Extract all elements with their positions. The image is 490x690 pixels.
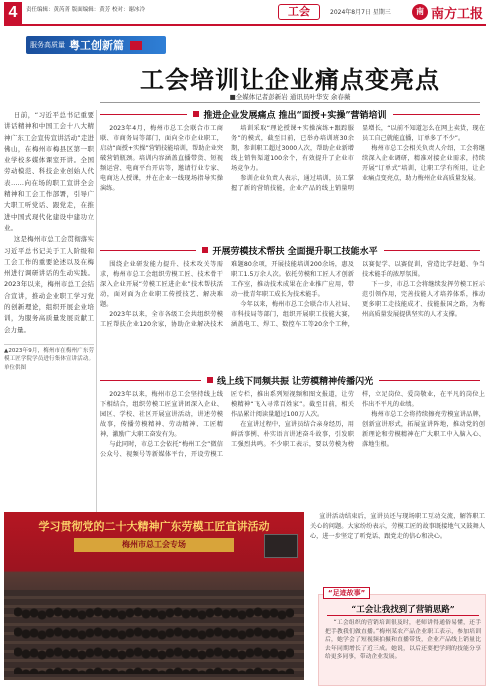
subheading-title: 线上线下同频共振 让劳模精神传播闪光 (216, 376, 374, 387)
article-headline: 工会培训让企业痛点变亮点 (140, 65, 440, 94)
flag-icon (130, 41, 142, 50)
body-paragraph: 梅州市总工会相关负责人介绍，工会将继续深入企业调研，精准对接企业需求，持续开展“订单式”培训，让职工学有所用，让企业痛点变亮点，助力梅州企业高质量发展。 (362, 145, 485, 182)
photo-banner-text: 学习贯彻党的二十大精神广东劳模工匠宣讲活动 (38, 520, 270, 533)
square-bullet-icon (193, 111, 199, 117)
byline-divider (100, 102, 480, 103)
subheading-rule (100, 250, 196, 251)
square-bullet-icon (202, 247, 208, 253)
article-byline: ■全媒体记者彭新岩 通讯员叶华安 余春薇 (229, 93, 351, 101)
square-bullet-icon (207, 377, 213, 383)
section-3-body (100, 390, 485, 508)
body-paragraph: 下一步，市总工会将继续发挥劳模工匠示范引领作用，完善技能人才培养体系，推动更多职工走技能成才、技能报国之路，为梅州高质量发展提供坚实的人才支撑。 (362, 281, 485, 318)
page-number: 4 (4, 2, 22, 24)
column-name: 粤工创新篇 (69, 39, 124, 52)
section-1-body (100, 124, 485, 240)
logo-text: 南方工报 (431, 6, 484, 22)
left-paragraph: 日前，“习近平总书记重要讲话精神和中国工会十八大精神广东工会宣传宣讲活动”走进佛山，在梅州市梅县区第一职业学校多媒体课室开讲。全国劳动模范、科技企业创始人代表……向在场的职工宣讲全会精神和工会工作部署，引导广大职工听党话、跟党走，在推进中国式现代化建设中建功立业。 (4, 111, 94, 232)
column-prefix: 服务高质量 (30, 41, 65, 49)
body-paragraph: 今年以来，梅州市总工会联合市人社局、市科技局等部门，组织开展职工技能大赛，涵盖电工、焊工、数控车工等20余个工种，以赛促学、以赛促训，营造比学赶超、争当技术能手的浓厚氛围。 (231, 261, 485, 328)
subheading-2 (100, 244, 480, 256)
audience-people (14, 604, 294, 674)
subheading-title: 开展劳模技术帮扶 全面提升职工技能水平 (212, 246, 378, 257)
logo-mark-icon: 南 (412, 4, 428, 20)
body-paragraph: 围绕企业研发能力提升、技术攻关等需求，梅州市总工会组织劳模工匠、技术骨干深入企业开展“劳模工匠进企业”技术帮扶活动，面对面为企业职工传授技艺、解决难题。 (100, 261, 223, 308)
subheading-rule (393, 114, 480, 115)
photo-caption: ▲2023年9月，梅州市在梅州广东劳模工匠学院学员进行集体宣讲活动。单位供图 (4, 344, 94, 373)
sidebar-divider (327, 615, 479, 616)
sidebar-tag: “足迹故事” (323, 587, 370, 599)
sidebar-title: “工会让我找到了营销思路” (351, 605, 455, 615)
body-paragraph: 2023年4月，梅州市总工会联合市工商联、市商务局等部门，面向全市企业职工，启动“面授+实操”营销技能培训，帮助企业突破营销瓶颈。培训内容涵盖直播带货、短视频运营、电商平台开店等，邀请行业专家、电商达人授课，并在企业一线现场指导实操演练。 (100, 125, 223, 192)
section-2-body (100, 260, 485, 370)
header-divider (4, 24, 486, 26)
projector-screen (264, 534, 298, 558)
body-paragraph: 在宣讲过程中，宣讲员结合亲身经历，用鲜活事例、朴实语言讲述奋斗故事，引发职工强烈共鸣。不少职工表示，要以劳模为榜样，立足岗位、爱岗敬业，在平凡的岗位上作出不平凡的业绩。 (231, 391, 485, 448)
body-paragraph: 与此同时，市总工会依托“梅州工会”微信公众号、视频号等新媒体平台，开设劳模工匠专栏，推出系列短视频和图文报道，让劳模精神“飞入寻常百姓家”。截至目前，相关作品累计阅读量超过100万人次。 (100, 391, 354, 458)
body-paragraph: 宣讲活动结束后，宣讲员还与现场职工互动交流，解答职工关心的问题。大家纷纷表示，劳模工匠的故事既接地气又鼓舞人心，进一步坚定了听党话、跟党走的信心和决心。 (310, 513, 485, 540)
right-lower-text (310, 512, 485, 588)
newspaper-logo (412, 3, 483, 21)
sidebar-body: “工会组织的营销培训很及时，老师讲得通俗易懂，还手把手教我们做直播。”梅州某农产品企业职工表示，参加培训后，她学会了短视频拍摄和直播带货，企业产品线上销量比去年同期增长了近三成。她说，以后还要把学到的技能分享给更多同事，带动企业发展。 (325, 620, 481, 660)
subheading-rule (100, 380, 201, 381)
body-paragraph: 2023年以来，全市各级工会共组织劳模工匠帮扶企业120余家，协助企业解决技术难题80余项，开展技能培训200余场，惠及职工1.5万余人次。依托劳模和工匠人才创新工作室，推动技术成果在企业推广应用，带动一批青年职工成长为技术能手。 (100, 261, 354, 328)
column-banner (26, 36, 166, 54)
photo-sub-banner: 梅州市总工会专场 (74, 538, 234, 552)
subheading-title: 推进企业发展痛点 推出“面授+实操”营销培训 (203, 110, 387, 121)
subheading-rule (100, 114, 187, 115)
subheading-rule (384, 250, 480, 251)
subheading-1 (100, 108, 480, 120)
event-photo (4, 512, 304, 680)
body-paragraph: 培训采取“理论授课+实操演练+跟踪服务”的模式，截至目前，已举办培训班30余期，参训职工超过3000人次，帮助企业新增线上销售渠道100余个，有效提升了企业市场竞争力。 (231, 125, 354, 172)
publication-date: 2024年8月7日 星期三 (330, 9, 391, 16)
body-paragraph: 梅州市总工会将持续擦亮劳模宣讲品牌，创新宣讲形式，拓展宣讲阵地，推动党的创新理论和劳模精神在广大职工中入脑入心、落地生根。 (362, 411, 485, 448)
story-sidebar (318, 589, 486, 686)
subheading-3 (100, 374, 480, 386)
body-paragraph: 2023年以来，梅州市总工会坚持线上线下相结合，组织劳模工匠宣讲团深入企业、园区、学校、社区开展宣讲活动，讲述劳模故事，传播劳模精神、劳动精神、工匠精神，激励广大职工奋发有为。 (100, 391, 223, 438)
editors-line: 责任编辑：黄芮菁 版面编辑：黄芳 校对：谢冰冷 (26, 7, 145, 13)
body-paragraph: 参训企业负责人表示，通过培训，员工掌握了新的营销技能，企业产品的线上销量明显增长，“以前不知道怎么在网上卖货，现在员工自己就能直播，订单多了不少”。 (231, 125, 485, 192)
subheading-rule (379, 380, 480, 381)
left-paragraph: 这是梅州市总工会贯彻落实习近平总书记关于工人阶级和工会工作的重要论述以及在梅州进行调研讲话的生动实践。2023年以来，梅州市总工会结合宣讲，推动企业职工学习党的创新理论，组织开展企业培训，为服务高质量发展贡献工会力量。 (4, 235, 94, 334)
section-badge: 工会 (278, 4, 320, 20)
left-column (4, 110, 94, 372)
page-header (0, 0, 490, 26)
